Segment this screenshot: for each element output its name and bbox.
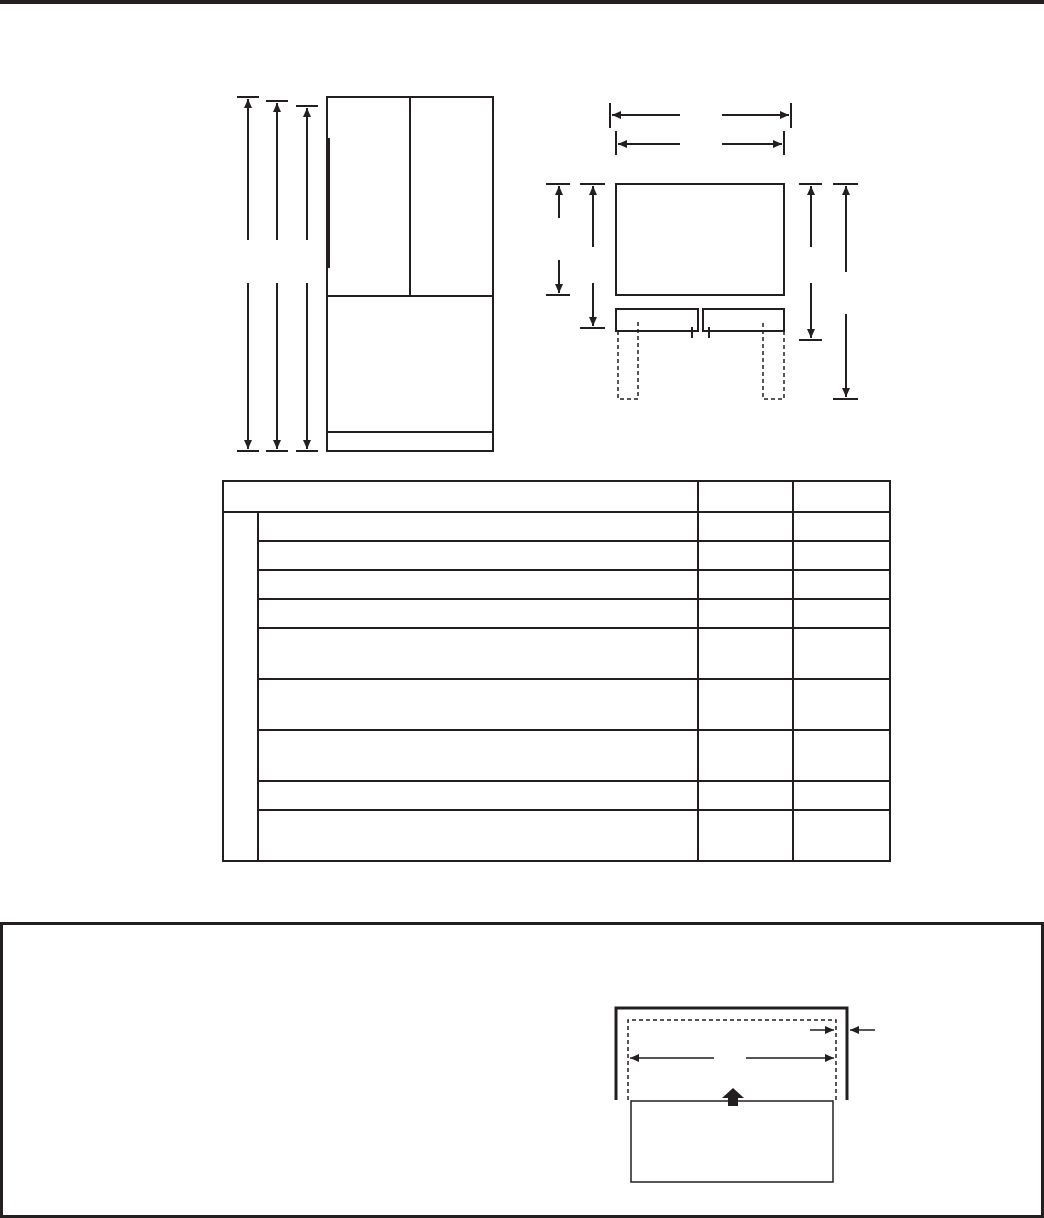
table-row (223, 570, 890, 599)
table-row (223, 679, 890, 730)
table-cell (793, 570, 890, 599)
dimension-hinge-height (296, 106, 318, 451)
table-row (223, 599, 890, 628)
table-cell (793, 810, 890, 861)
table-row (223, 781, 890, 810)
dimension-depth-door-open-long (833, 184, 858, 399)
table-cell (793, 781, 890, 810)
table-row (223, 541, 890, 570)
table-cell (793, 541, 890, 570)
table-cell (258, 810, 698, 861)
table-row (223, 810, 890, 861)
table-cell (698, 730, 793, 781)
appliance-outline-dashed (628, 1020, 836, 1100)
table-cell (258, 628, 698, 679)
dimension-depth-with-doors (580, 184, 605, 328)
table-cell (258, 570, 698, 599)
table-cell (698, 781, 793, 810)
top-rule (0, 0, 1044, 4)
table-cell (698, 541, 793, 570)
row-group-label (223, 512, 258, 861)
table-cell (793, 512, 890, 541)
table-cell (698, 679, 793, 730)
left-door-open-outline (618, 322, 638, 399)
front-view-diagram (225, 88, 500, 458)
cabinet-opening-outline (616, 1008, 847, 1100)
table-cell (698, 599, 793, 628)
table-row (223, 512, 890, 541)
right-door-top (703, 309, 784, 331)
dimension-case-height (266, 101, 288, 451)
table-cell (698, 628, 793, 679)
table-header-cell (793, 481, 890, 512)
table-cell (793, 628, 890, 679)
table-cell (793, 679, 890, 730)
cabinet-top-outline (616, 184, 784, 295)
dimension-depth-case (546, 184, 570, 295)
right-door-open-outline (763, 322, 784, 399)
dimension-overall-height (237, 97, 259, 451)
table-cell (258, 599, 698, 628)
dimension-width-outer (610, 103, 791, 128)
table-cell (793, 599, 890, 628)
table-header-row (223, 481, 890, 512)
table-cell (698, 810, 793, 861)
table-cell (698, 570, 793, 599)
left-door-top (616, 309, 698, 331)
front-label-box (631, 1101, 833, 1182)
table-cell (258, 730, 698, 781)
dimension-width-inner (616, 131, 784, 155)
table-cell (258, 679, 698, 730)
dimension-table (222, 480, 891, 862)
up-arrow-icon (722, 1088, 744, 1106)
table-cell (793, 730, 890, 781)
table-cell (698, 512, 793, 541)
table-header-cell (223, 481, 698, 512)
table-row (223, 628, 890, 679)
table-cell (258, 541, 698, 570)
cutout-clearance-diagram (600, 1000, 890, 1190)
dimension-depth-door-open-short (799, 184, 822, 340)
table-cell (258, 781, 698, 810)
table-row (223, 730, 890, 781)
table-cell (258, 512, 698, 541)
table-header-cell (698, 481, 793, 512)
top-view-diagram (540, 95, 870, 407)
